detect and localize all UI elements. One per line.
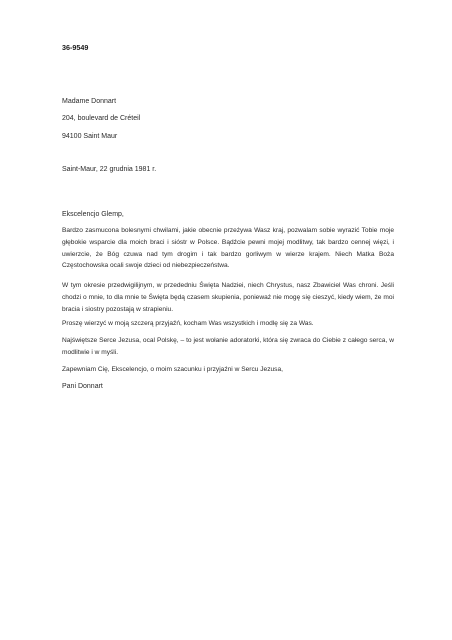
salutation: Ekscelencjo Glemp, <box>62 211 124 218</box>
sender-street: 204, boulevard de Créteil <box>62 115 141 122</box>
signature: Pani Donnart <box>62 383 103 390</box>
body-paragraph-2: W tym okresie przedwigilijnym, w przededniu Święta Nadziei, niech Chrystus, nasz Zbawiciel Was chroni. Jeśli chodzi o mnie, to dla mnie te Święta będą czasem skupienia, ponieważ nie mogę się cieszyć, kiedy wiem, że moi bracia i siostry pozostają w strapieniu. <box>62 282 394 313</box>
place-date: Saint-Maur, 22 grudnia 1981 r. <box>62 166 157 173</box>
body-paragraph-1: Bardzo zasmucona bolesnymi chwilami, jakie obecnie przeżywa Wasz kraj, pozwalam sobie wyrazić Tobie moje głębokie wsparcie dla moich braci i sióstr w Polsce. Bądźcie pewni mojej modlitwy, tak bardzo cennej więzi, i uwierzcie, że Bóg czuwa nad tym drogim i tak bardzo gorliwym w wierze krajem. Niech Matka Boża Częstochowska ocali swoje dzieci od niebezpieczeństwa. <box>62 227 394 270</box>
body-paragraph-5: Zapewniam Cię, Ekscelencjo, o moim szacunku i przyjaźni w Sercu Jezusa, <box>62 366 283 373</box>
sender-name: Madame Donnart <box>62 98 117 105</box>
sender-city: 94100 Saint Maur <box>62 133 118 140</box>
body-paragraph-4: Najświętsze Serce Jezusa, ocal Polskę, – to jest wołanie adoratorki, która się zwraca do Ciebie z całego serca, w modlitwie i w myśli. <box>62 337 394 356</box>
body-paragraph-3: Proszę wierzyć w moją szczerą przyjaźń, kocham Was wszystkich i modlę się za Was. <box>62 320 314 327</box>
reference-number: 36-9549 <box>62 43 89 52</box>
